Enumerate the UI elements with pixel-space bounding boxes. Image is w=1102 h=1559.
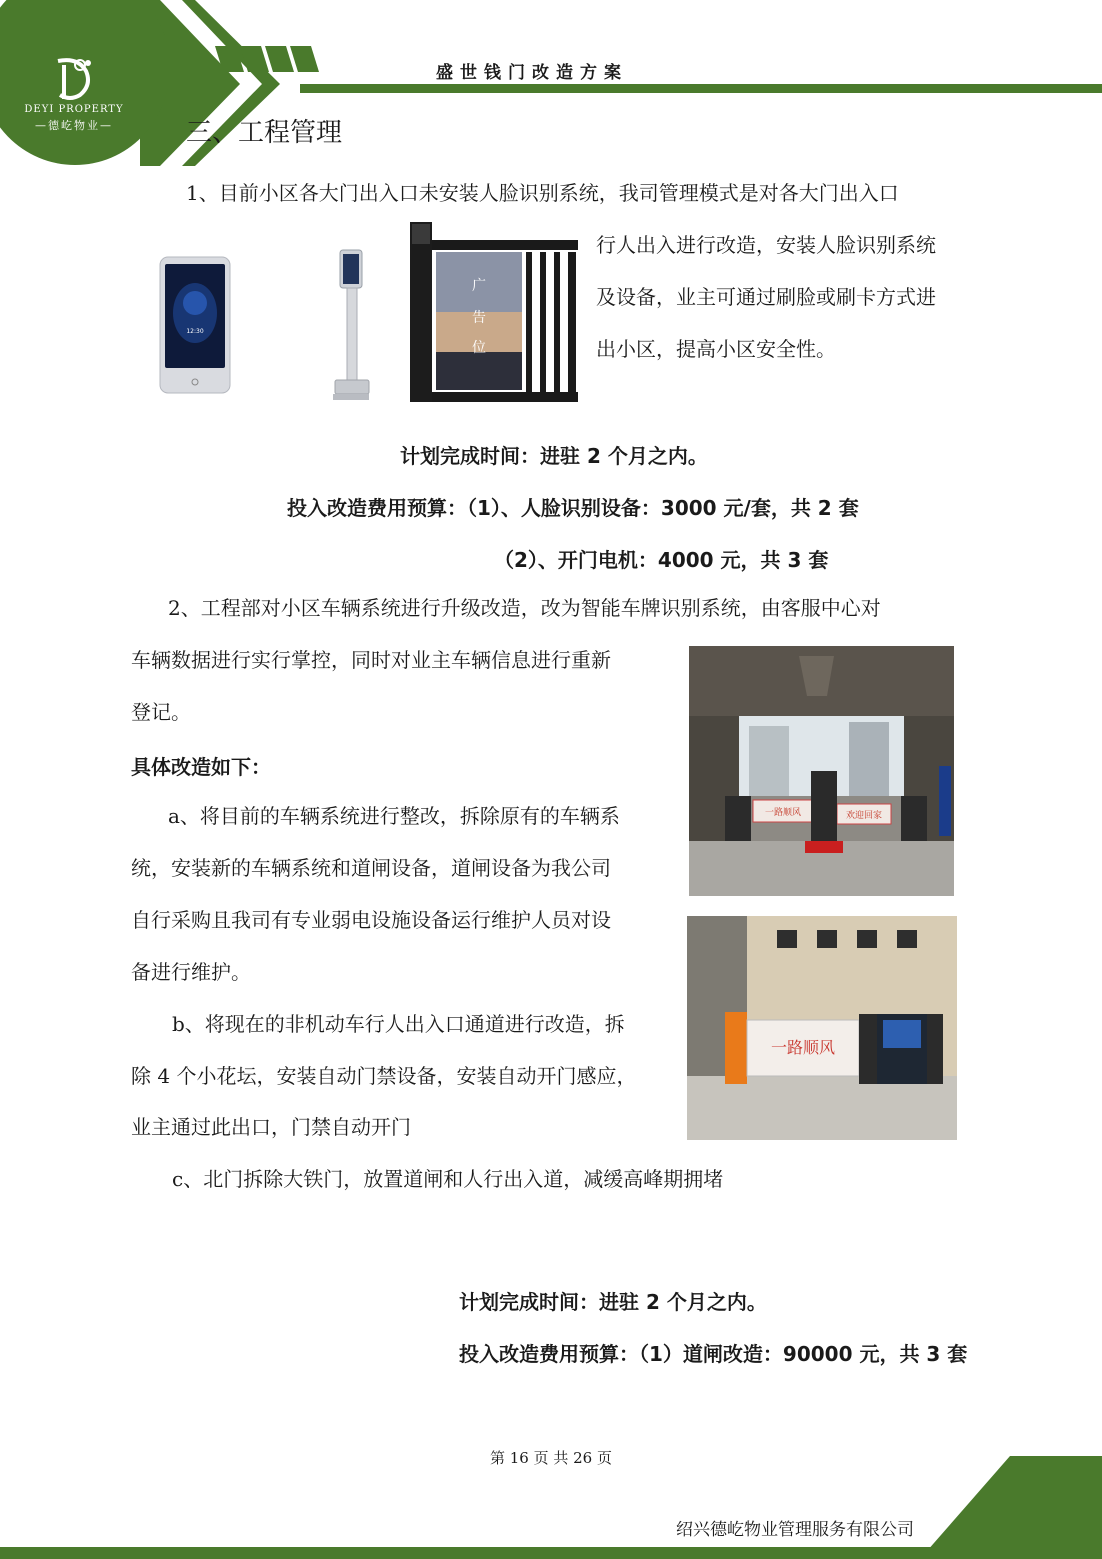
logo-icon [50,55,96,103]
gate-ad-char-2: 告 [472,310,486,326]
item2-plan-time: 计划完成时间：进驻 2 个月之内。 [459,1290,767,1314]
item1-plan-time: 计划完成时间：进驻 2 个月之内。 [400,444,708,468]
item2-a-line-1: a、将目前的车辆系统进行整改，拆除原有的车辆系 [168,804,620,828]
item2-paragraph-line-2: 车辆数据进行实行掌控，同时对业主车辆信息进行重新 [131,648,611,672]
gate-ad-char-1: 广 [472,278,486,294]
photo1-sign-left: 一路顺风 [764,808,802,818]
item2-subheading: 具体改造如下： [131,755,271,779]
company-name: 绍兴德屹物业管理服务有限公司 [676,1520,914,1540]
item2-a-line-3: 自行采购且我司有专业弱电设施设备运行维护人员对设 [131,908,611,932]
item2-paragraph-line-1: 2、工程部对小区车辆系统进行升级改造，改为智能车牌识别系统，由客服中心对 [168,596,881,620]
item2-b-line-1: b、将现在的非机动车行人出入口通道进行改造，拆 [172,1012,625,1036]
item2-b-line-2: 除 4 个小花坛，安装自动门禁设备，安装自动开门感应， [131,1064,637,1088]
pedestrian-gate-image [410,222,578,402]
vehicle-entrance-photo [689,646,954,896]
page-number: 第 16 页 共 26 页 [489,1449,612,1467]
photo2-sign: 一路顺风 [770,1038,836,1057]
document-title: 盛世钱门改造方案 [436,63,628,83]
item2-a-line-2: 统，安装新的车辆系统和道闸设备，道闸设备为我公司 [131,856,611,880]
logo-english-text: DEYI PROPERTY [24,104,124,115]
item1-budget-line-2: （2）、开门电机：4000 元，共 3 套 [494,548,829,572]
item2-paragraph-line-3: 登记。 [131,700,191,724]
item1-paragraph-line-3: 及设备，业主可通过刷脸或刷卡方式进 [596,285,936,309]
footer-rule [0,1547,1102,1559]
item2-b-line-3: 业主通过此出口，门禁自动开门 [131,1115,411,1139]
section-heading: 三、工程管理 [186,118,343,148]
item2-a-line-4: 备进行维护。 [131,960,251,984]
item1-budget-line-1: 投入改造费用预算：（1）、人脸识别设备：3000 元/套，共 2 套 [287,496,859,520]
item2-c-line: c、北门拆除大铁门，放置道闸和人行出入道，减缓高峰期拥堵 [172,1167,724,1191]
barrier-gate-photo [687,916,957,1140]
item2-budget: 投入改造费用预算：（1）道闸改造：90000 元，共 3 套 [459,1342,968,1366]
face-recognition-terminal-image [158,255,232,395]
gate-ad-char-3: 位 [472,340,486,356]
header-rule [300,84,1102,93]
device-clock: 12:30 [186,328,204,335]
photo1-sign-right: 欢迎回家 [845,811,883,821]
item1-paragraph-line-1: 1、目前小区各大门出入口未安装人脸识别系统，我司管理模式是对各大门出入口 [186,181,899,205]
item1-paragraph-line-2: 行人出入进行改造，安装人脸识别系统 [596,233,936,257]
footer-corner-decoration [920,1456,1102,1559]
standing-face-terminal-image [332,248,372,404]
item1-paragraph-line-4: 出小区，提高小区安全性。 [596,337,836,361]
logo-chinese-text: —德屹物业— [35,119,113,132]
